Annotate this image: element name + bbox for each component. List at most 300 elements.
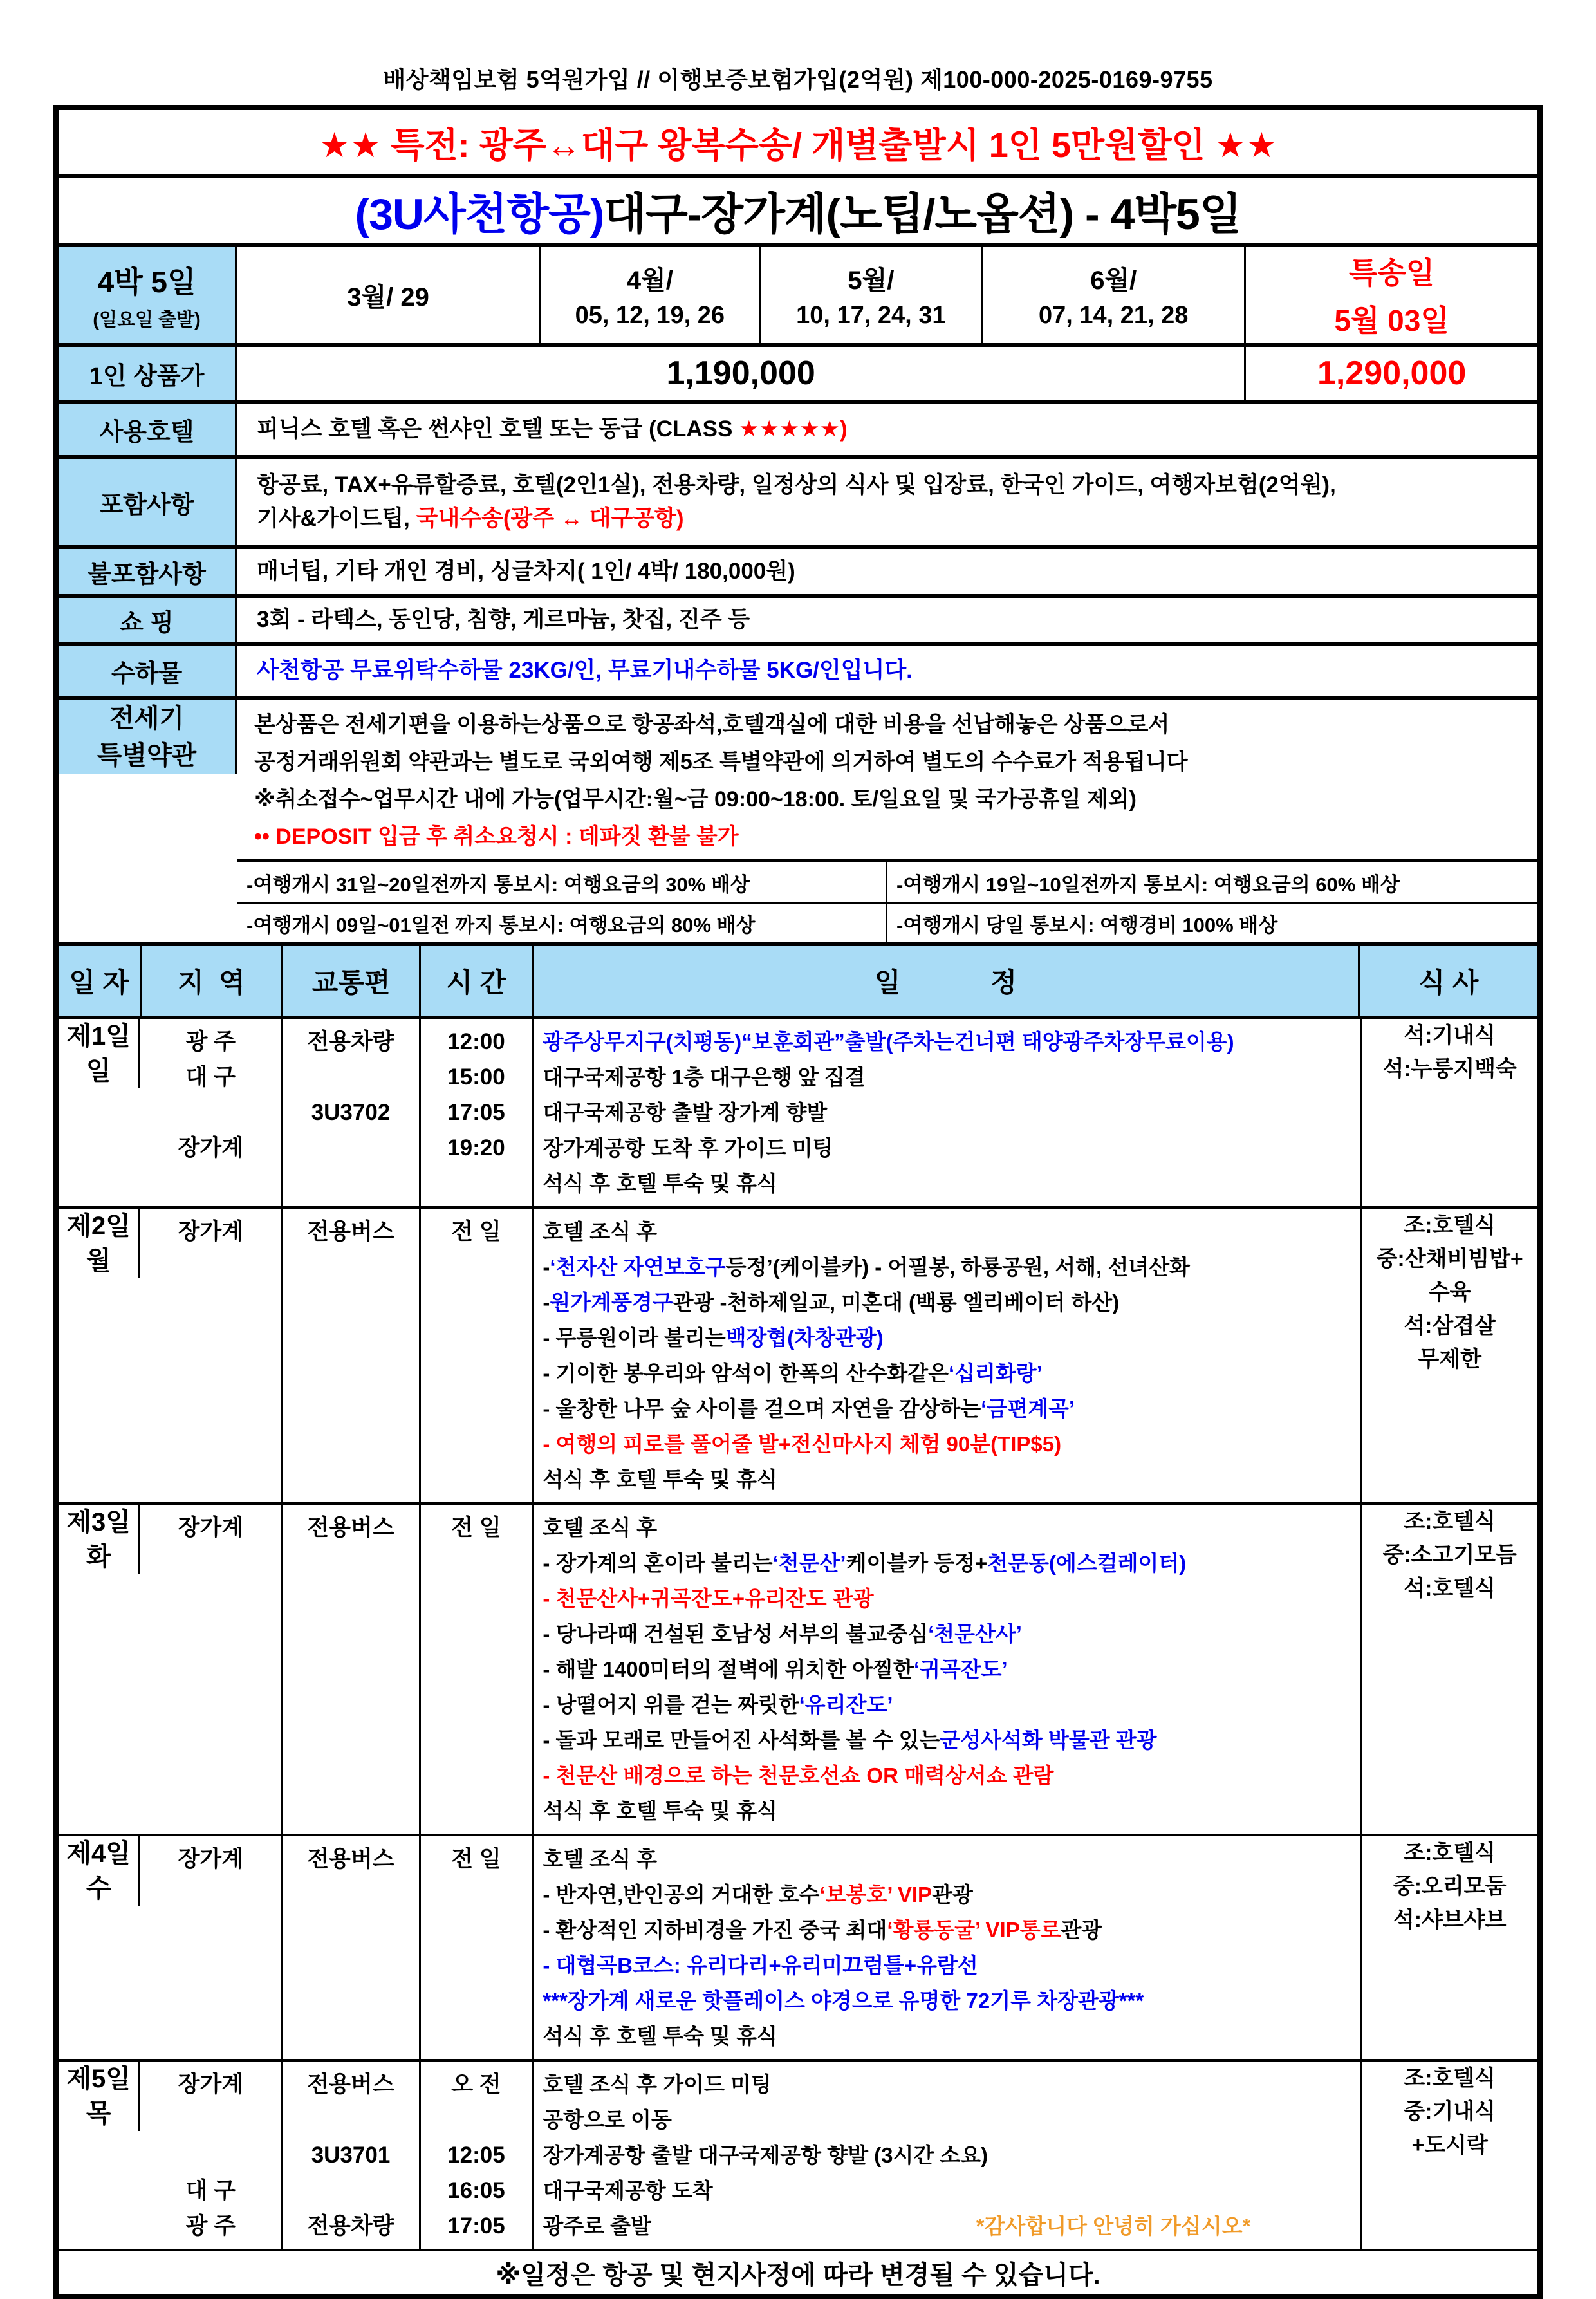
meal-line: 수육 xyxy=(1428,1280,1471,1305)
meal-line: 석:삼겹살 xyxy=(1404,1314,1496,1338)
schedule-line xyxy=(543,1948,1360,1983)
meal-line: 중:오리모둠 xyxy=(1393,1874,1507,1899)
transport-line: 전용버스 xyxy=(307,1219,394,1244)
text-segment: 케이블카 등정+ xyxy=(846,1551,988,1575)
time-line xyxy=(421,1355,532,1391)
time-line xyxy=(421,1912,532,1948)
region-line: 장가계 xyxy=(178,1135,244,1160)
schedule-line xyxy=(543,1024,1360,1059)
time-line xyxy=(421,1462,532,1497)
time-column xyxy=(421,1209,534,1502)
charter-term-line xyxy=(254,818,1537,855)
text-segment: 호텔 조식 후 xyxy=(543,1516,658,1540)
schedule-line xyxy=(543,1758,1360,1793)
day-of-week: 일 xyxy=(86,1057,111,1085)
schedule-column xyxy=(534,1019,1362,1206)
text-segment: 대구국제공항 출발 장가계 향발 xyxy=(543,1101,828,1124)
time-column xyxy=(421,2062,534,2249)
itinerary-day-row-2 xyxy=(59,1209,1537,1505)
transport-line: 전용버스 xyxy=(307,2072,394,2097)
june-dates: 07, 14, 21, 28 xyxy=(1039,302,1189,329)
time-line: 19:20 xyxy=(447,1135,505,1160)
text-segment: - 천문산사+귀곡잔도+유리잔도 관광 xyxy=(543,1587,874,1610)
text-segment: 호텔 조식 후 가이드 미팅 xyxy=(543,2072,772,2096)
header-transport: 교통편 xyxy=(283,946,421,1016)
day-number-cell xyxy=(59,1209,140,1278)
penalty-cell: -여행개시 19일~10일전까지 통보시: 여행요금의 60% 배상 xyxy=(896,873,1400,896)
time-line xyxy=(421,1793,532,1829)
time-line xyxy=(421,1616,532,1652)
time-line xyxy=(421,1320,532,1355)
meal-line: 조:호텔식 xyxy=(1404,1213,1496,1238)
time-line: 17:05 xyxy=(447,1100,505,1125)
transport-line xyxy=(283,1249,418,1285)
route-title: 대구-장가계(노팁/노옵션) - 4박5일 xyxy=(604,189,1241,239)
time-line xyxy=(421,1545,532,1581)
package-title xyxy=(59,178,1537,247)
day-of-week: 수 xyxy=(86,1874,111,1903)
time-line xyxy=(421,2018,532,2054)
summary-label-shopping: 쇼 핑 xyxy=(59,598,237,642)
summary-line xyxy=(257,469,1537,502)
itinerary-day-row-4 xyxy=(59,1836,1537,2062)
day-number-cell xyxy=(59,2062,140,2131)
day-of-week: 목 xyxy=(86,2099,111,2128)
schedule-line xyxy=(543,1793,1360,1829)
region-line: 장가계 xyxy=(178,1219,244,1244)
region-line xyxy=(140,1722,281,1758)
region-line: 대 구 xyxy=(185,2178,236,2203)
meal-line: 중:소고기모듬 xyxy=(1382,1543,1517,1567)
april-label: 4월/ xyxy=(626,266,673,295)
day-of-week: 화 xyxy=(86,1543,111,1571)
time-line xyxy=(421,1426,532,1462)
meals-cell xyxy=(1362,1505,1537,1605)
charter-terms-text xyxy=(237,700,1537,859)
text-segment: 항공료, TAX+유류할증료, 호텔(2인1실), 전용차량, 일정상의 식사 및 입장료, 한국인 가이드, 여행자보험(2억원), xyxy=(257,472,1336,498)
summary-row-baggage xyxy=(59,646,1537,700)
transport-line xyxy=(283,1130,418,1166)
text-segment: - 장가계의 혼이라 불리는 xyxy=(543,1551,773,1575)
time-line xyxy=(421,1249,532,1285)
region-column xyxy=(140,1019,283,1206)
schedule-line xyxy=(543,1130,1360,1166)
summary-label-include: 포함사항 xyxy=(59,459,237,545)
meals-cell xyxy=(1362,2062,1537,2162)
time-column xyxy=(421,1019,534,1206)
day-number-cell xyxy=(59,1836,140,1906)
text-segment: - 대협곡B코스: 유리다리+유리미끄럼틀+유람선 xyxy=(543,1953,978,1977)
header-meals: 식 사 xyxy=(1418,967,1479,998)
text-segment: 3회 - 라텍스, 동인당, 침향, 게르마늄, 찻집, 진주 등 xyxy=(257,607,750,632)
transport-line xyxy=(283,1059,418,1095)
summary-label-hotel: 사용호텔 xyxy=(59,404,237,455)
schedule-line xyxy=(543,1722,1360,1758)
region-line: 장가계 xyxy=(178,2072,244,2097)
schedule-line xyxy=(543,2018,1360,2054)
charter-label xyxy=(59,700,237,774)
summary-content-hotel xyxy=(237,404,1537,455)
penalty-cell: -여행개시 09일~01일전 까지 통보시: 여행요금의 80% 배상 xyxy=(237,902,887,942)
text-segment: - 기이한 봉우리와 암석이 한폭의 산수화같은 xyxy=(543,1361,949,1385)
duration-sub-label: (일요일 출발) xyxy=(93,309,201,330)
text-segment: ‘귀곡잔도’ xyxy=(913,1657,1008,1681)
schedule-line xyxy=(543,1166,1360,1201)
schedule-line xyxy=(543,1841,1360,1877)
text-segment: ‘천문산’ xyxy=(772,1551,846,1575)
text-segment: - 울창한 나무 숲 사이를 걸으며 자연을 감상하는 xyxy=(543,1397,981,1420)
promo-text: ★★ 특전: 광주↔대구 왕복수송/ 개별출발시 1인 5만원할인 ★★ xyxy=(319,126,1277,165)
region-line xyxy=(140,1687,281,1722)
schedule-line xyxy=(543,1462,1360,1497)
june-label: 6월/ xyxy=(1090,266,1137,295)
meal-line: 석:기내식 xyxy=(1404,1023,1496,1048)
itinerary-header-row xyxy=(59,946,1537,1019)
time-line xyxy=(421,1722,532,1758)
text-segment: - 여행의 피로를 풀어줄 발+전신마사지 체험 90분(TIP$5) xyxy=(543,1432,1062,1456)
transport-line xyxy=(283,1793,418,1829)
meal-line: 석:누룽지백숙 xyxy=(1382,1057,1517,1081)
meal-line: 조:호텔식 xyxy=(1404,1841,1496,1865)
transport-line xyxy=(283,1320,418,1355)
tour-package-table xyxy=(53,105,1543,2299)
itinerary-day-row-3 xyxy=(59,1505,1537,1836)
region-line xyxy=(140,1948,281,1983)
text-segment: - xyxy=(543,1290,550,1314)
day-number: 제2일 xyxy=(66,1212,131,1240)
summary-label-baggage: 수하물 xyxy=(59,646,237,696)
summary-line xyxy=(257,413,1537,446)
summary-line xyxy=(257,654,1537,687)
text-segment: 광주로 출발 xyxy=(543,2214,651,2238)
text-segment: 석식 후 호텔 투숙 및 휴식 xyxy=(543,2024,777,2048)
price-row xyxy=(59,347,1537,404)
transport-column xyxy=(283,2062,420,2249)
schedule-line xyxy=(543,1581,1360,1616)
region-line xyxy=(140,1983,281,2018)
schedule-line xyxy=(543,1687,1360,1722)
text-segment: 대구국제공항 1층 대구은행 앞 집결 xyxy=(543,1065,866,1089)
schedule-line xyxy=(543,1095,1360,1130)
time-line xyxy=(421,1652,532,1687)
region-line xyxy=(140,2137,281,2173)
region-line: 장가계 xyxy=(178,1847,244,1872)
schedule-line xyxy=(543,1545,1360,1581)
transport-column xyxy=(283,1209,420,1502)
region-line xyxy=(140,1758,281,1793)
time-line xyxy=(421,1166,532,1201)
meals-cell xyxy=(1362,1836,1537,1937)
summary-row-hotel xyxy=(59,404,1537,459)
text-segment: ‘보봉호’ VIP xyxy=(819,1883,933,1906)
schedule-line xyxy=(543,1616,1360,1652)
header-region: 지 역 xyxy=(142,946,284,1016)
time-line xyxy=(421,1285,532,1320)
itinerary-day-row-5 xyxy=(59,2062,1537,2251)
may-label: 5월/ xyxy=(848,266,895,295)
time-line xyxy=(421,1948,532,1983)
meal-line: 조:호텔식 xyxy=(1404,1509,1496,1534)
text-segment: •• DEPOSIT 입금 후 취소요청시 : 데파짓 환불 불가 xyxy=(254,824,739,849)
region-line: 대 구 xyxy=(185,1065,236,1090)
time-line xyxy=(421,1758,532,1793)
text-segment: 관광 xyxy=(932,1883,973,1906)
text-segment: 매너팁, 기타 개인 경비, 싱글차지( 1인/ 4박/ 180,000원) xyxy=(257,559,795,584)
schedule-line xyxy=(543,1652,1360,1687)
march-dates: 3월/ 29 xyxy=(347,283,429,312)
schedule-line xyxy=(543,1983,1360,2018)
time-line: 16:05 xyxy=(447,2178,505,2203)
meal-line: 석:호텔식 xyxy=(1404,1576,1496,1601)
transport-line xyxy=(283,1983,418,2018)
text-segment: ‘금편계곡’ xyxy=(981,1397,1075,1420)
text-segment: - 반자연,반인공의 거대한 호수 xyxy=(543,1883,820,1906)
time-line xyxy=(421,1983,532,2018)
price-label: 1인 상품가 xyxy=(59,347,237,400)
text-segment: ***장가계 새로운 핫플레이스 야경으로 유명한 72기루 차장관광*** xyxy=(543,1989,1144,2013)
text-segment: 광주상무지구(치평동)“보훈회관”출발(주차는건너편 태양광주차장무료이용) xyxy=(543,1030,1234,1054)
schedule-line xyxy=(543,1249,1360,1285)
time-line xyxy=(421,1391,532,1426)
header-time: 시 간 xyxy=(421,946,534,1016)
may-dates: 10, 17, 24, 31 xyxy=(796,302,946,329)
region-column xyxy=(140,1505,283,1834)
region-line xyxy=(140,1793,281,1829)
transport-line: 3U3702 xyxy=(311,1100,391,1125)
day-number: 제1일 xyxy=(66,1022,131,1050)
meal-line: 무제한 xyxy=(1418,1347,1481,1372)
region-column xyxy=(140,1836,283,2059)
duration-label: 4박 5일 xyxy=(97,265,196,299)
text-segment: ※취소접수~업무시간 내에 가능(업무시간:월~금 09:00~18:00. 토/일요일 및 국가공휴일 제외) xyxy=(254,787,1137,812)
text-segment: - 낭떨어지 위를 걷는 짜릿한 xyxy=(543,1693,799,1717)
meal-line: 중:산채비빔밥+ xyxy=(1376,1247,1523,1271)
text-segment: 피닉스 호텔 혹은 썬샤인 호텔 또는 동급 (CLASS xyxy=(257,416,739,442)
schedule-line xyxy=(543,1285,1360,1320)
text-segment: ‘유리잔도’ xyxy=(799,1693,893,1717)
summary-row-exclude xyxy=(59,549,1537,598)
day-number-cell xyxy=(59,1505,140,1574)
charter-label-line1: 전세기 xyxy=(109,704,184,732)
summary-line xyxy=(257,555,1537,588)
region-line xyxy=(140,1545,281,1581)
text-segment: 호텔 조식 후 xyxy=(543,1847,658,1871)
charter-term-line xyxy=(254,743,1537,781)
summary-content-baggage xyxy=(237,646,1537,696)
text-segment: ★★★★★) xyxy=(739,416,848,442)
text-segment: 등정’(케이블카) - 어필봉, 하룡공원, 서해, 선녀산화 xyxy=(725,1255,1190,1279)
departure-dates-row xyxy=(59,247,1537,347)
day-number-cell xyxy=(59,1019,140,1088)
charter-term-line xyxy=(254,781,1537,818)
departures-june xyxy=(983,247,1246,343)
day-number: 제5일 xyxy=(66,2065,131,2093)
transport-column xyxy=(283,1505,420,1834)
time-line: 15:00 xyxy=(447,1065,505,1090)
itinerary-body xyxy=(59,1019,1537,2251)
summary-rows xyxy=(59,404,1537,700)
text-segment: ‘십리화랑’ xyxy=(948,1361,1043,1385)
transport-line xyxy=(283,1391,418,1426)
charter-content xyxy=(237,700,1537,942)
summary-content-shopping xyxy=(237,598,1537,642)
time-line: 전 일 xyxy=(451,1219,501,1244)
region-line xyxy=(140,1391,281,1426)
price-regular: 1,190,000 xyxy=(237,347,1246,400)
schedule-line xyxy=(543,2208,1360,2244)
summary-row-include xyxy=(59,459,1537,549)
time-line: 전 일 xyxy=(451,1515,501,1540)
special-departure-label: 특송일 xyxy=(1348,256,1435,290)
penalty-cell: -여행개시 당일 통보시: 여행경비 100% 배상 xyxy=(887,902,1537,942)
text-segment: 석식 후 호텔 투숙 및 휴식 xyxy=(543,1171,777,1195)
text-segment: 군성사석화 박물관 관광 xyxy=(940,1728,1157,1752)
text-segment: 대구국제공항 도착 xyxy=(543,2179,713,2202)
schedule-line xyxy=(543,1320,1360,1355)
time-line: 17:05 xyxy=(447,2213,505,2238)
time-line: 전 일 xyxy=(451,1847,501,1872)
text-segment: - 당나라때 건설된 호남성 서부의 불교중심 xyxy=(543,1622,929,1646)
meal-line: 조:호텔식 xyxy=(1404,2066,1496,2090)
day-of-week: 월 xyxy=(86,1247,111,1275)
duration-cell xyxy=(59,247,237,343)
header-day: 일 자 xyxy=(59,946,142,1016)
departures-march xyxy=(237,247,541,343)
text-segment: ‘천문산사’ xyxy=(928,1622,1022,1646)
text-segment: 공정거래위원회 약관과는 별도로 국외여행 제5조 특별약관에 의거하여 별도의 수수료가 적용됩니다 xyxy=(254,750,1188,774)
text-segment: - 천문산 배경으로 하는 천문호선쇼 OR 매력상서쇼 관람 xyxy=(543,1764,1054,1787)
transport-line xyxy=(283,1652,418,1687)
text-segment: 원가계풍경구 xyxy=(550,1290,673,1314)
region-line: 장가계 xyxy=(178,1515,244,1540)
text-segment: 석식 후 호텔 투숙 및 휴식 xyxy=(543,1799,777,1823)
time-line: 오 전 xyxy=(451,2072,501,2097)
region-line xyxy=(140,2102,281,2137)
meal-line: 석:샤브샤브 xyxy=(1393,1908,1507,1932)
schedule-line xyxy=(543,2173,1360,2208)
region-line xyxy=(140,1426,281,1462)
region-line xyxy=(140,1616,281,1652)
text-segment: 천문동(에스컬레이터) xyxy=(987,1551,1187,1575)
time-line xyxy=(421,2102,532,2137)
insurance-note: 배상책임보험 5억원가입 // 이행보증보험가입(2억원) 제100-000-2025-0169-9755 xyxy=(383,66,1213,93)
transport-line xyxy=(283,1355,418,1391)
summary-content-exclude xyxy=(237,549,1537,594)
schedule-line xyxy=(543,1214,1360,1249)
day-number: 제4일 xyxy=(66,1839,131,1868)
text-segment: 호텔 조식 후 xyxy=(543,1220,658,1243)
transport-line: 전용버스 xyxy=(307,1515,394,1540)
transport-line: 전용차량 xyxy=(307,1029,394,1054)
transport-line xyxy=(283,2018,418,2054)
itinerary-day-row-1 xyxy=(59,1019,1537,1209)
transport-line xyxy=(283,2102,418,2137)
region-line xyxy=(140,1095,281,1130)
footer-note: ※일정은 항공 및 현지사정에 따라 변경될 수 있습니다. xyxy=(496,2260,1100,2289)
region-line xyxy=(140,1249,281,1285)
schedule-line xyxy=(543,1912,1360,1948)
departures-april xyxy=(541,247,761,343)
april-dates: 05, 12, 19, 26 xyxy=(575,302,725,329)
schedule-line xyxy=(543,1059,1360,1095)
text-segment: - 무릉원이라 불리는 xyxy=(543,1326,726,1350)
transport-line: 전용차량 xyxy=(307,2213,394,2238)
transport-line xyxy=(283,1877,418,1912)
transport-line: 3U3701 xyxy=(311,2143,391,2168)
summary-label-exclude: 불포함사항 xyxy=(59,549,237,594)
transport-line xyxy=(283,1462,418,1497)
special-departure-date: 5월 03일 xyxy=(1334,304,1449,337)
summary-content-include xyxy=(237,459,1537,545)
schedule-column xyxy=(534,1836,1362,2059)
text-segment: ‘황룡동굴’ VIP통로 xyxy=(887,1918,1061,1942)
time-line: 12:00 xyxy=(447,1029,505,1054)
text-segment: 장가계공항 도착 후 가이드 미팅 xyxy=(543,1136,833,1160)
text-segment: - xyxy=(543,1255,550,1279)
schedule-line xyxy=(543,1510,1360,1545)
region-line xyxy=(140,1581,281,1616)
text-segment: 관광 -천하제일교, 미혼대 (백룡 엘리베이터 하산) xyxy=(673,1290,1120,1314)
transport-column xyxy=(283,1836,420,2059)
header-schedule: 일 정 xyxy=(534,946,1360,1016)
transport-line xyxy=(283,1687,418,1722)
time-column xyxy=(421,1505,534,1834)
schedule-column xyxy=(534,1505,1362,1834)
charter-terms-row xyxy=(59,700,1537,946)
cancellation-penalty-table xyxy=(237,859,1537,942)
charter-term-line xyxy=(254,706,1537,743)
text-segment: 국내수송(광주 ↔ 대구공항) xyxy=(416,506,684,531)
transport-line xyxy=(283,1581,418,1616)
text-segment: 백장협(차창관광) xyxy=(725,1326,884,1350)
transport-line xyxy=(283,1426,418,1462)
text-segment: 사천항공 무료위탁수하물 23KG/인, 무료기내수하물 5KG/인입니다. xyxy=(257,658,913,683)
text-segment: 기사&가이드팁, xyxy=(257,506,416,531)
region-line xyxy=(140,1877,281,1912)
text-segment: 본상품은 전세기편을 이용하는상품으로 항공좌석,호텔객실에 대한 비용을 선납해놓은 상품으로서 xyxy=(254,712,1170,737)
special-departure-cell xyxy=(1246,247,1537,343)
schedule-line-right xyxy=(976,2208,1251,2244)
region-line xyxy=(140,1285,281,1320)
schedule-line xyxy=(543,2137,1360,2173)
transport-line xyxy=(283,1166,418,1201)
charter-label-line2: 특별약관 xyxy=(97,741,197,770)
text-segment: 관광 xyxy=(1061,1918,1102,1942)
transport-line xyxy=(283,2173,418,2208)
text-segment: 석식 후 호텔 투숙 및 휴식 xyxy=(543,1467,777,1491)
price-special: 1,290,000 xyxy=(1317,355,1467,392)
meal-line: +도시락 xyxy=(1411,2133,1488,2157)
region-column xyxy=(140,1209,283,1502)
transport-line xyxy=(283,1616,418,1652)
text-segment: - 환상적인 지하비경을 가진 중국 최대 xyxy=(543,1918,887,1942)
transport-line xyxy=(283,1545,418,1581)
time-line xyxy=(421,1877,532,1912)
region-line xyxy=(140,1320,281,1355)
region-line xyxy=(140,1166,281,1201)
day-number: 제3일 xyxy=(66,1508,131,1536)
text-segment: 공항으로 이동 xyxy=(543,2108,672,2132)
text-segment: ‘천자산 자연보호구 xyxy=(550,1255,726,1279)
transport-line xyxy=(283,1722,418,1758)
transport-line xyxy=(283,1912,418,1948)
region-line xyxy=(140,1912,281,1948)
meals-cell xyxy=(1362,1019,1537,1086)
transport-line xyxy=(283,1285,418,1320)
meals-cell xyxy=(1362,1209,1537,1376)
schedule-line xyxy=(543,1877,1360,1912)
text-segment: - 돌과 모래로 만들어진 사석화를 볼 수 있는 xyxy=(543,1728,940,1752)
